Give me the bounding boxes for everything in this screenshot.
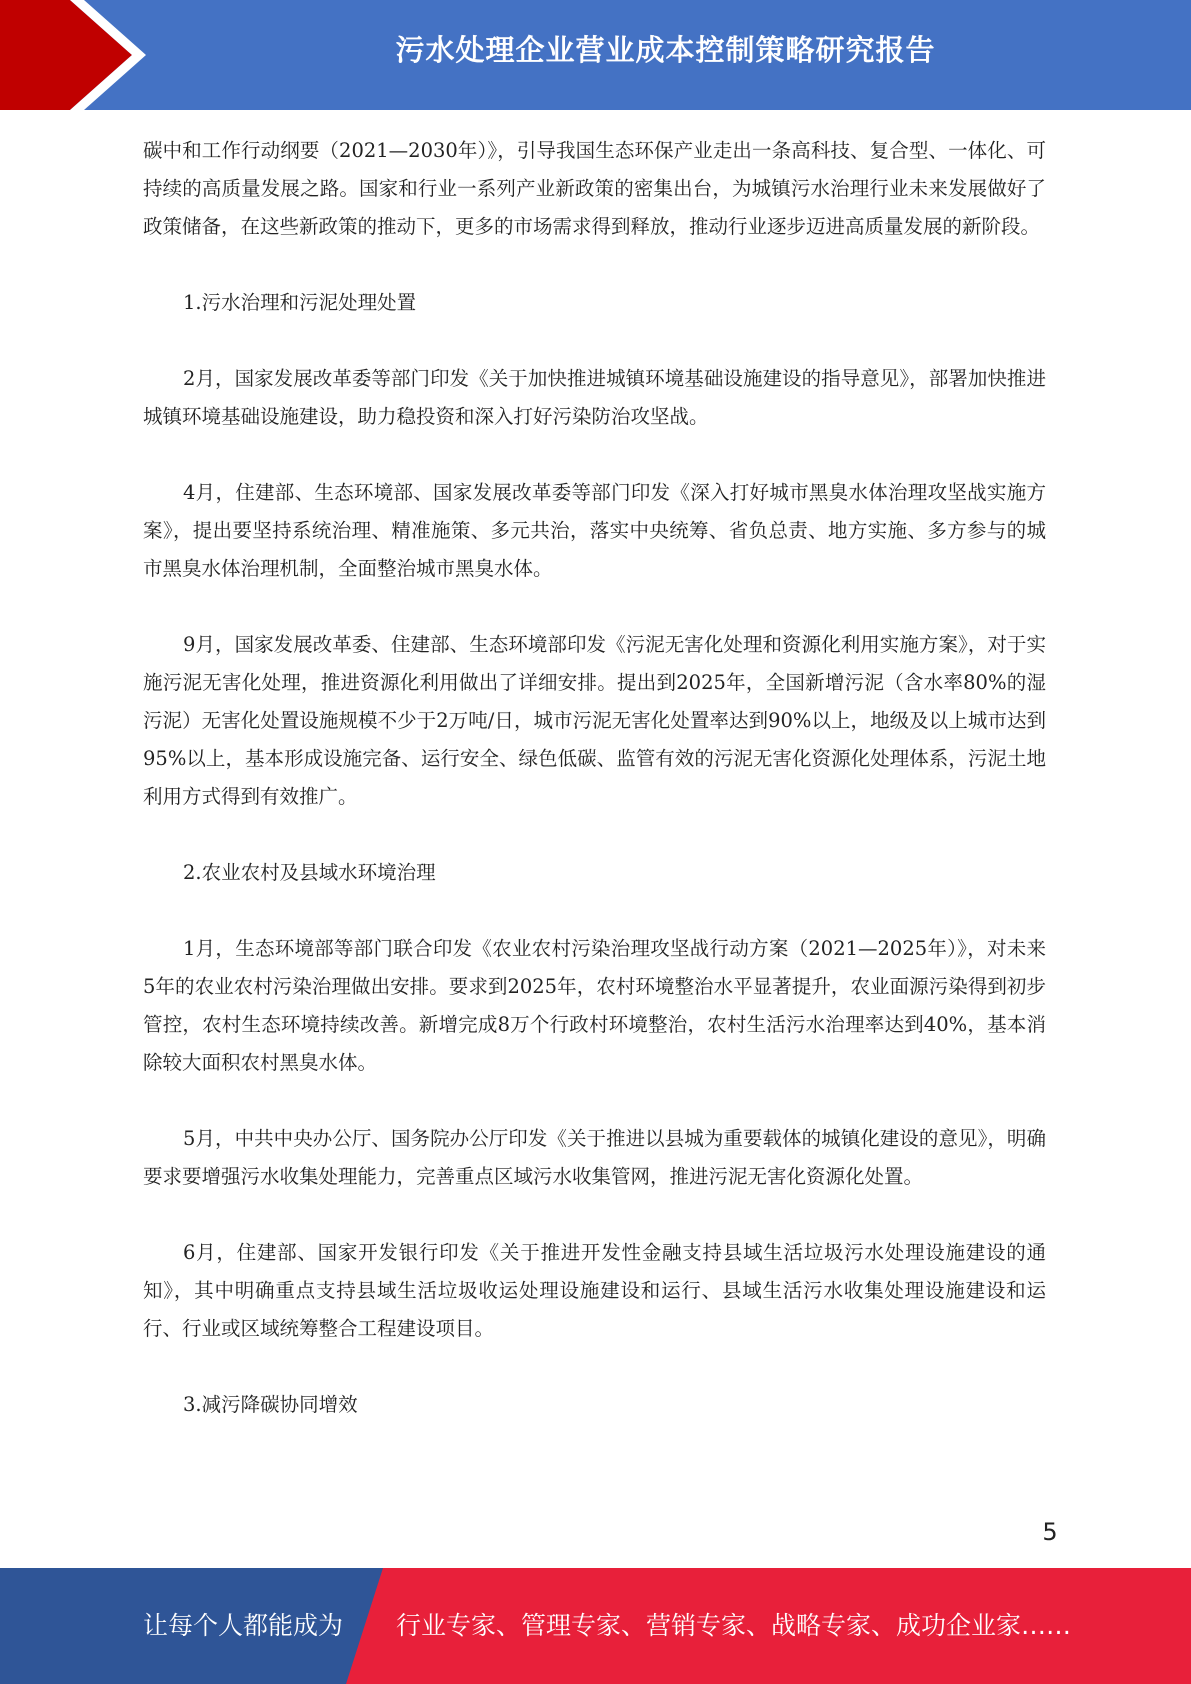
section-heading: 1.污水治理和污泥处理处置 (183, 291, 417, 314)
header-title: 污水处理企业营业成本控制策略研究报告 (395, 33, 936, 67)
page-number: 5 (1042, 1518, 1058, 1546)
footer-slogan-right: 行业专家、管理专家、营销专家、战略专家、成功企业家…… (396, 1611, 1072, 1640)
page-header (0, 0, 1191, 110)
paragraph: 1月，生态环境部等部门联合印发《农业农村污染治理攻坚战行动方案（2021—2025年）》，对未来5年的农业农村污染治理做出安排。要求到2025年，农村环境整治水平显著提升，农业面源污染得到初步管控，农村生态环境持续改善。新增完成8万个行政村环境整治，农村生活污水治理率达到40%，基本消除较大面积农村黑臭水体。 (143, 937, 1046, 1074)
paragraph: 9月，国家发展改革委、住建部、生态环境部印发《污泥无害化处理和资源化利用实施方案》，对于实施污泥无害化处理，推进资源化利用做出了详细安排。提出到2025年，全国新增污泥（含水率80%的湿污泥）无害化处置设施规模不少于2万吨/日，城市污泥无害化处置率达到90%以上，地级及以上城市达到95%以上，基本形成设施完备、运行安全、绿色低碳、监管有效的污泥无害化资源化处理体系，污泥土地利用方式得到有效推广。 (143, 633, 1046, 808)
header-arrow-decoration (0, 0, 160, 110)
document-body (143, 132, 1046, 1462)
footer-slogan-left: 让每个人都能成为 (143, 1611, 344, 1640)
paragraph: 6月，住建部、国家开发银行印发《关于推进开发性金融支持县域生活垃圾污水处理设施建设的通知》，其中明确重点支持县域生活垃圾收运处理设施建设和运行、县域生活污水收集处理设施建设和运行、行业或区域统筹整合工程建设项目。 (143, 1241, 1046, 1340)
paragraph: 4月，住建部、生态环境部、国家发展改革委等部门印发《深入打好城市黑臭水体治理攻坚战实施方案》，提出要坚持系统治理、精准施策、多元共治，落实中央统筹、省负总责、地方实施、多方参与的城市黑臭水体治理机制，全面整治城市黑臭水体。 (143, 481, 1046, 580)
page-footer (0, 1568, 1191, 1684)
paragraph: 碳中和工作行动纲要（2021—2030年）》，引导我国生态环保产业走出一条高科技、复合型、一体化、可持续的高质量发展之路。国家和行业一系列产业新政策的密集出台，为城镇污水治理行业未来发展做好了政策储备，在这些新政策的推动下，更多的市场需求得到释放，推动行业逐步迈进高质量发展的新阶段。 (143, 139, 1046, 238)
section-heading: 3.减污降碳协同增效 (183, 1393, 358, 1416)
paragraph: 5月，中共中央办公厅、国务院办公厅印发《关于推进以县城为重要载体的城镇化建设的意见》，明确要求要增强污水收集处理能力，完善重点区域污水收集管网，推进污泥无害化资源化处置。 (143, 1127, 1046, 1188)
header-arrow-red (0, 0, 132, 110)
section-heading: 2.农业农村及县域水环境治理 (183, 861, 436, 884)
paragraph: 2月，国家发展改革委等部门印发《关于加快推进城镇环境基础设施建设的指导意见》，部署加快推进城镇环境基础设施建设，助力稳投资和深入打好污染防治攻坚战。 (143, 367, 1046, 428)
